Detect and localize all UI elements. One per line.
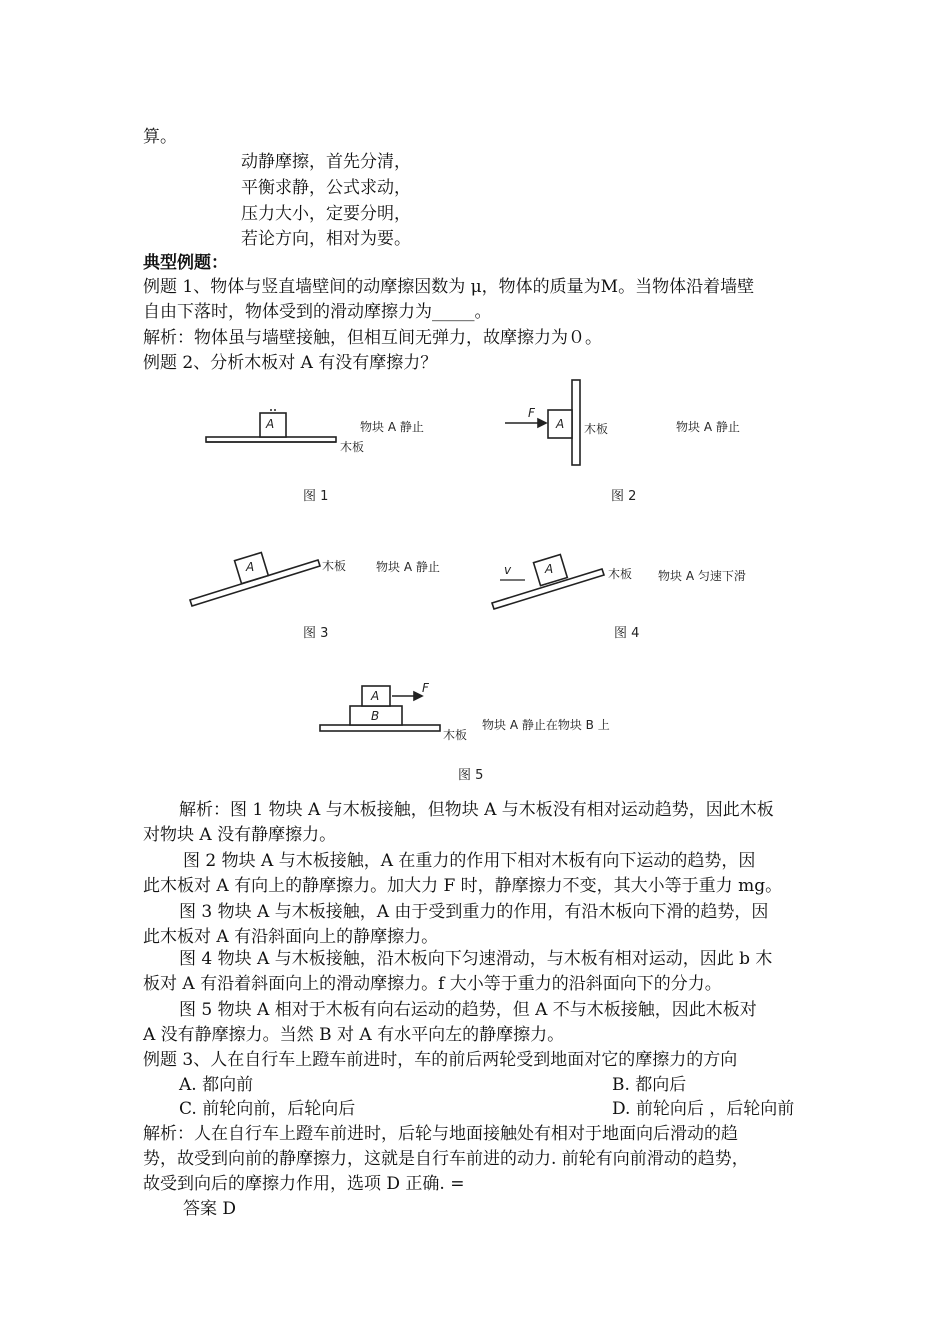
analysis-2-line-1: 图 2 物块 A 与木板接触，A 在重力的作用下相对木板有向下运动的趋势，因: [183, 851, 756, 871]
answer-line: 答案 D: [183, 1199, 237, 1219]
option-d: D. 前轮向后 ，后轮向前: [612, 1099, 795, 1119]
verse-line-4: 若论方向，相对为要。: [241, 229, 411, 249]
section-heading: 典型例题：: [143, 253, 228, 273]
option-c: C. 前轮向前，后轮向后: [179, 1099, 356, 1119]
analysis-4-line-1: 图 4 物块 A 与木板接触，沿木板向下匀速滑动，与木板有相对运动，因此 b 木: [179, 949, 773, 969]
fig5-force-label: F: [422, 681, 429, 695]
fig3-note: 物块 A 静止: [376, 560, 440, 574]
verse-line-3: 压力大小，定要分明，: [241, 204, 411, 224]
fig4-note: 物块 A 匀速下滑: [658, 569, 746, 583]
fig1-caption: 图 1: [303, 489, 329, 504]
fig5-note: 物块 A 静止在物块 B 上: [482, 718, 610, 732]
option-a: A. 都向前: [179, 1075, 254, 1095]
analysis-3-line-2: 此木板对 A 有沿斜面向上的静摩擦力。: [143, 927, 439, 947]
option-b: B. 都向后: [612, 1075, 687, 1095]
analysis-3-line-1: 图 3 物块 A 与木板接触，A 由于受到重力的作用，有沿木板向下滑的趋势，因: [179, 902, 769, 922]
fig2-block-label: A: [556, 417, 565, 431]
fig5-caption: 图 5: [458, 768, 484, 783]
fig1-board-label: 木板: [340, 440, 365, 454]
fig1-note: 物块 A 静止: [360, 420, 424, 434]
analysis-2-line-2: 此木板对 A 有向上的静摩擦力。加大力 F 时，静摩擦力不变，其大小等于重力 mg。: [143, 876, 783, 896]
fig1-block-label: A: [266, 417, 275, 431]
text-line: 算。: [143, 127, 177, 147]
analysis-5-line-1: 图 5 物块 A 相对于木板有向右运动的趋势，但 A 不与木板接触，因此木板对: [179, 1000, 757, 1020]
analysis-5-line-2: A 没有静摩擦力。当然 B 对 A 有水平向左的静摩擦力。: [143, 1025, 565, 1045]
analysis-6-line-1: 解析：人在自行车上蹬车前进时，后轮与地面接触处有相对于地面向后滑动的趋: [143, 1124, 738, 1144]
fig5-blockA-label: A: [371, 689, 380, 703]
fig3-block-label: A: [246, 560, 255, 574]
verse-line-1: 动静摩擦，首先分清，: [241, 152, 411, 172]
fig3-board-label: 木板: [322, 559, 347, 573]
analysis-4-line-2: 板对 A 有沿着斜面向上的滑动摩擦力。f 大小等于重力的沿斜面向下的分力。: [143, 974, 722, 994]
example-1-answer: 解析：物体虽与墙壁接触，但相互间无弹力，故摩擦力为０。: [143, 328, 602, 348]
fig2-caption: 图 2: [611, 489, 637, 504]
analysis-1-line-1: 解析：图 1 物块 A 与木板接触，但物块 A 与木板没有相对运动趋势，因此木板: [179, 800, 774, 820]
analysis-6-line-3: 故受到向后的摩擦力作用，选项 D 正确. =: [143, 1174, 465, 1194]
figure-3-diagram: [190, 553, 320, 606]
fig2-note: 物块 A 静止: [676, 420, 740, 434]
fig4-velocity-label: v: [504, 563, 512, 577]
fig2-force-label: F: [528, 406, 535, 420]
figure-2-diagram: [505, 380, 580, 465]
fig3-caption: 图 3: [303, 626, 329, 641]
verse-line-2: 平衡求静，公式求动，: [241, 178, 411, 198]
example-2-question: 例题 2、分析木板对 A 有没有摩擦力？: [143, 353, 438, 373]
analysis-6-line-2: 势，故受到向前的静摩擦力，这就是自行车前进的动力. 前轮有向前滑动的趋势，: [143, 1149, 749, 1169]
example-1-line-1: 例题 1、物体与竖直墙壁间的动摩擦因数为 μ，物体的质量为M。当物体沿着墙壁: [143, 277, 755, 297]
fig2-board-label: 木板: [584, 422, 609, 436]
fig4-block-label: A: [545, 562, 554, 576]
fig4-caption: 图 4: [614, 626, 640, 641]
example-1-line-2: 自由下落时，物体受到的滑动摩擦力为_____。: [143, 302, 492, 322]
fig5-blockB-label: B: [371, 709, 380, 723]
fig5-board-label: 木板: [443, 728, 468, 742]
fig4-board-label: 木板: [608, 567, 633, 581]
example-3-question: 例题 3、人在自行车上蹬车前进时，车的前后两轮受到地面对它的摩擦力的方向: [143, 1050, 738, 1070]
analysis-1-line-2: 对物块 A 没有静摩擦力。: [143, 825, 337, 845]
